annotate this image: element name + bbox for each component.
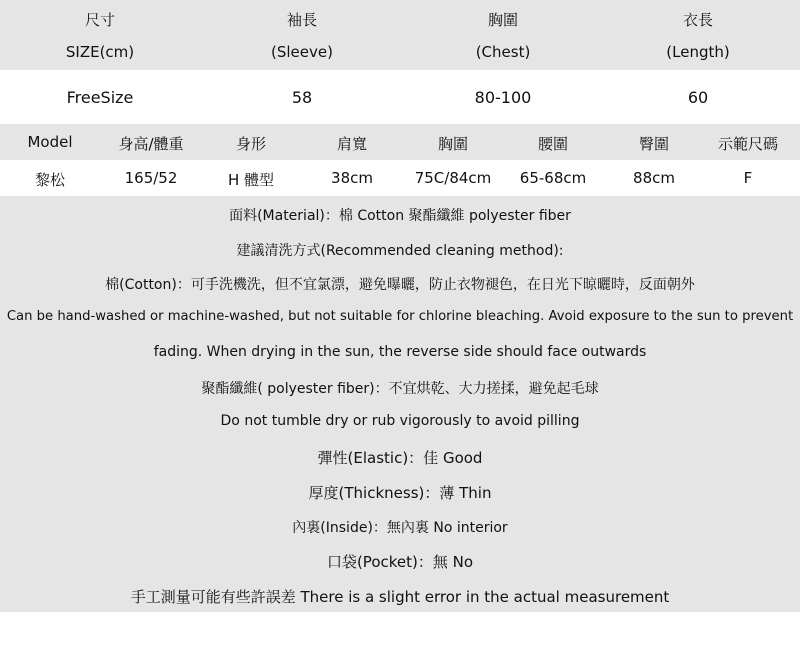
- polyester-care-en: Do not tumble dry or rub vigorously to avoid pilling: [220, 413, 580, 429]
- cleaning-method-title: 建議清洗方式(Recommended cleaning method):: [236, 243, 564, 259]
- model-name: 黎松: [34, 171, 66, 189]
- height-weight-value: 165/52: [124, 169, 178, 187]
- measurement-disclaimer: 手工測量可能有些許誤差 There is a slight error in the actual measurement: [130, 588, 670, 606]
- demo-size-header: 示範尺碼: [717, 135, 779, 153]
- size-header-zh: 尺寸: [84, 11, 116, 29]
- chest-header-zh: 胸圍: [487, 11, 519, 29]
- care-notes-section: [0, 196, 800, 612]
- chest-value-model: 75C/84cm: [414, 169, 492, 187]
- chest-header: 胸圍: [437, 135, 469, 153]
- hip-header: 臀圍: [638, 135, 670, 153]
- model-table-row: [0, 160, 800, 196]
- length-header-zh: 衣長: [682, 11, 714, 29]
- height-weight-header: 身高/體重: [118, 135, 184, 153]
- size-table-header: [0, 0, 800, 70]
- hip-value: 88cm: [633, 169, 675, 187]
- thickness-note: 厚度(Thickness)：薄 Thin: [308, 484, 492, 502]
- size-value: FreeSize: [66, 88, 134, 107]
- cotton-care-en-2: fading. When drying in the sun, the reverse side should face outwards: [153, 344, 647, 360]
- size-table-row: [0, 70, 800, 124]
- cotton-care-en-1: Can be hand-washed or machine-washed, but not suitable for chlorine bleaching. Avoid exposure to the sun to prevent: [6, 309, 794, 324]
- body-shape-value: H 體型: [227, 171, 275, 189]
- body-shape-header: 身形: [235, 135, 267, 153]
- chest-header-en: (Chest): [475, 43, 531, 61]
- material-note: 面料(Material)：棉 Cotton 聚酯纖維 polyester fiber: [229, 208, 571, 224]
- waist-value: 65-68cm: [519, 169, 587, 187]
- chest-value: 80-100: [474, 88, 532, 107]
- inside-note: 內裏(Inside)：無內裏 No interior: [292, 520, 508, 536]
- shoulder-header: 肩寬: [336, 135, 368, 153]
- waist-header: 腰圍: [537, 135, 569, 153]
- polyester-care-zh: 聚酯纖維( polyester fiber)：不宜烘乾、大力搓揉，避免起毛球: [201, 381, 599, 397]
- length-header-en: (Length): [666, 43, 730, 61]
- length-value: 60: [687, 88, 709, 107]
- pocket-note: 口袋(Pocket)：無 No: [326, 553, 474, 571]
- cotton-care-zh: 棉(Cotton)：可手洗機洗，但不宜氯漂，避免曝曬，防止衣物褪色，在日光下晾曬時，反面朝外: [105, 277, 695, 293]
- model-table-header: [0, 124, 800, 160]
- elastic-note: 彈性(Elastic)：佳 Good: [317, 449, 483, 467]
- sleeve-header-en: (Sleeve): [271, 43, 333, 61]
- sleeve-value: 58: [291, 88, 313, 107]
- model-header: Model: [27, 133, 73, 151]
- shoulder-value: 38cm: [331, 169, 373, 187]
- sleeve-header-zh: 袖長: [286, 11, 318, 29]
- demo-size-value: F: [743, 169, 753, 187]
- size-header-en: SIZE(cm): [65, 43, 135, 61]
